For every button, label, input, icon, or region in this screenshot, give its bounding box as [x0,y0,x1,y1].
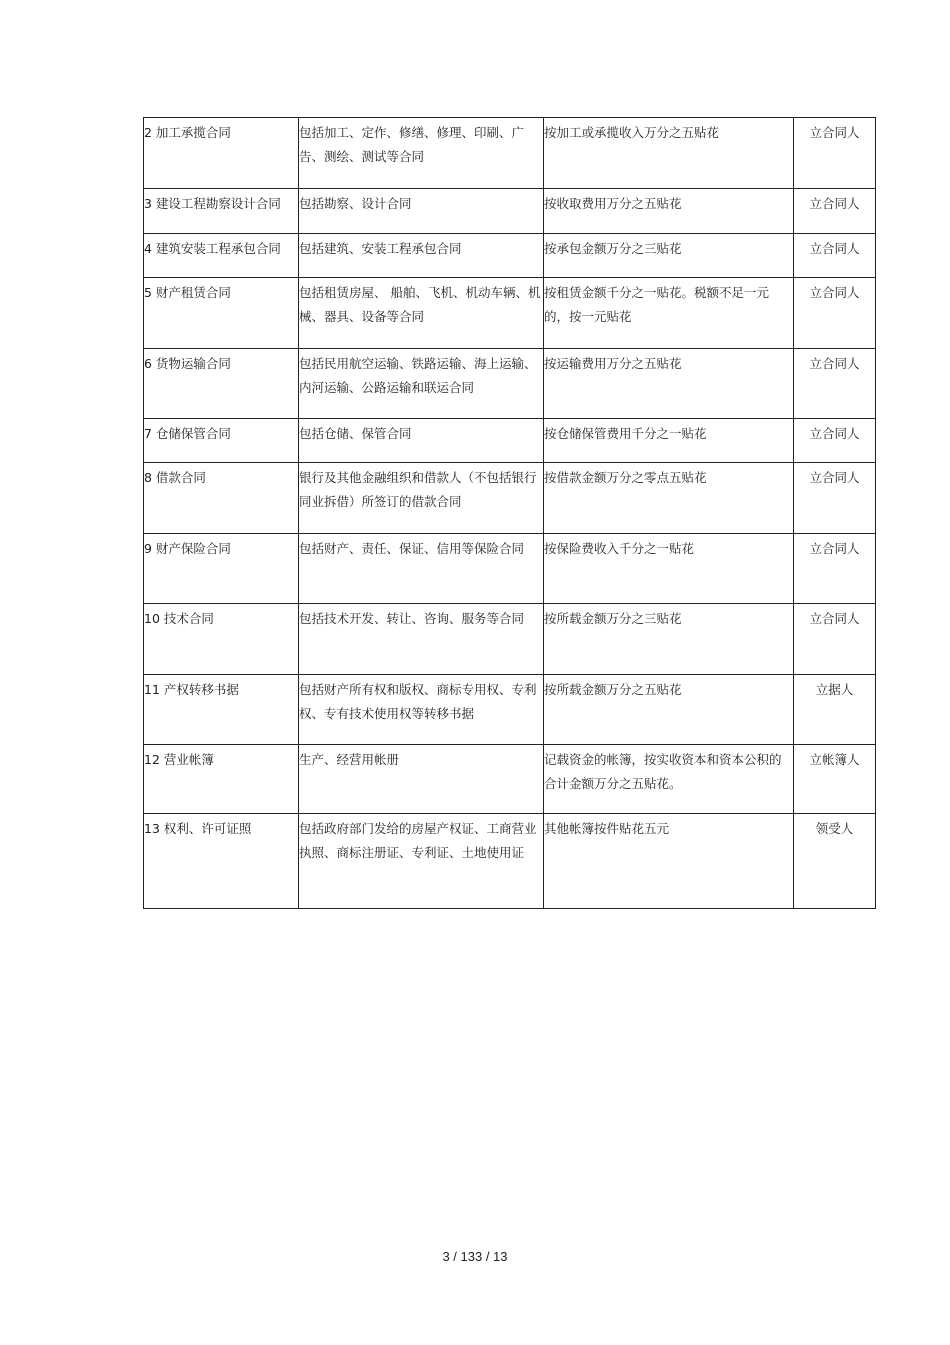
scope-cell: 包括政府部门发给的房屋产权证、工商营业执照、商标注册证、专利证、土地使用证 [299,814,544,909]
table-row [144,604,876,675]
table-row [144,234,876,278]
item-cell: 8 借款合同 [144,463,299,534]
payer-cell: 立合同人 [794,419,876,463]
rate-cell: 按承包金额万分之三贴花 [544,234,794,278]
payer-cell: 立合同人 [794,189,876,234]
item-cell: 7 仓储保管合同 [144,419,299,463]
stamp-tax-table [143,117,876,909]
rate-cell: 按租赁金额千分之一贴花。税额不足一元的，按一元贴花 [544,278,794,349]
item-cell: 12 营业帐簿 [144,745,299,814]
table-row [144,118,876,189]
payer-cell: 立合同人 [794,234,876,278]
scope-cell: 包括建筑、安装工程承包合同 [299,234,544,278]
item-cell: 11 产权转移书据 [144,675,299,745]
table-row [144,349,876,419]
rate-cell: 按收取费用万分之五贴花 [544,189,794,234]
rate-cell: 记载资金的帐簿，按实收资本和资本公积的合计金额万分之五贴花。 [544,745,794,814]
rate-cell: 按所载金额万分之三贴花 [544,604,794,675]
scope-cell: 包括财产所有权和版权、商标专用权、专利权、专有技术使用权等转移书据 [299,675,544,745]
rate-cell: 其他帐簿按件贴花五元 [544,814,794,909]
table-row [144,189,876,234]
payer-cell: 立合同人 [794,118,876,189]
table-row [144,745,876,814]
rate-cell: 按保险费收入千分之一贴花 [544,534,794,604]
scope-cell: 包括加工、定作、修缮、修理、印刷、广告、测绘、测试等合同 [299,118,544,189]
rate-cell: 按仓储保管费用千分之一贴花 [544,419,794,463]
payer-cell: 立合同人 [794,534,876,604]
item-cell: 9 财产保险合同 [144,534,299,604]
table-row [144,278,876,349]
rate-cell: 按加工或承揽收入万分之五贴花 [544,118,794,189]
scope-cell: 包括财产、责任、保证、信用等保险合同 [299,534,544,604]
payer-cell: 立据人 [794,675,876,745]
scope-cell: 银行及其他金融组织和借款人（不包括银行同业拆借）所签订的借款合同 [299,463,544,534]
item-cell: 2 加工承揽合同 [144,118,299,189]
scope-cell: 包括技术开发、转让、咨询、服务等合同 [299,604,544,675]
payer-cell: 立合同人 [794,278,876,349]
payer-cell: 立合同人 [794,349,876,419]
payer-cell: 立合同人 [794,463,876,534]
scope-cell: 包括勘察、设计合同 [299,189,544,234]
table-row [144,463,876,534]
payer-cell: 立合同人 [794,604,876,675]
table-row [144,419,876,463]
table-row [144,534,876,604]
item-cell: 6 货物运输合同 [144,349,299,419]
scope-cell: 包括仓储、保管合同 [299,419,544,463]
payer-cell: 领受人 [794,814,876,909]
item-cell: 10 技术合同 [144,604,299,675]
rate-cell: 按所载金额万分之五贴花 [544,675,794,745]
table-row [144,814,876,909]
rate-cell: 按借款金额万分之零点五贴花 [544,463,794,534]
item-cell: 4 建筑安装工程承包合同 [144,234,299,278]
rate-cell: 按运输费用万分之五贴花 [544,349,794,419]
page-indicator: 3 / 133 / 13 [442,1249,508,1264]
scope-cell: 包括民用航空运输、铁路运输、海上运输、内河运输、公路运输和联运合同 [299,349,544,419]
scope-cell: 包括租赁房屋、 船舶、飞机、机动车辆、机械、器具、设备等合同 [299,278,544,349]
item-cell: 13 权利、许可证照 [144,814,299,909]
scope-cell: 生产、经营用帐册 [299,745,544,814]
item-cell: 3 建设工程勘察设计合同 [144,189,299,234]
table-body [144,118,876,909]
payer-cell: 立帐簿人 [794,745,876,814]
item-cell: 5 财产租赁合同 [144,278,299,349]
table-row [144,675,876,745]
